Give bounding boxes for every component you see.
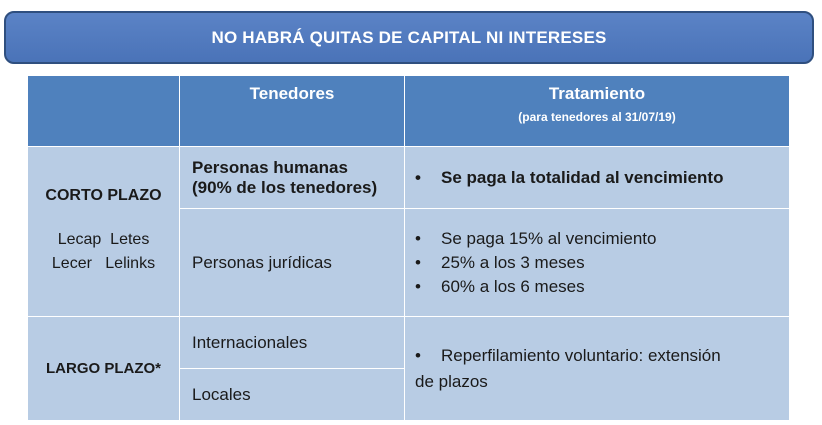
header-tratamiento: [405, 76, 789, 146]
treatment-largo-plazo-line1: Reperfilamiento voluntario: extensión: [441, 345, 721, 365]
corto-plazo-instruments-line1: Lecap Letes: [57, 230, 150, 248]
tenedor-locales-label: Locales: [192, 384, 251, 404]
header-tenedores-label: Tenedores: [249, 84, 335, 103]
tenedor-personas-humanas-line2: (90% de los tenedores): [192, 177, 378, 197]
tenedor-internacionales: [180, 317, 404, 368]
corto-plazo-instruments-line2: Lecer Lelinks: [51, 254, 156, 272]
treatment-personas-juridicas-list: [415, 227, 656, 299]
header-empty-cell: [28, 76, 179, 146]
header-tenedores: [180, 76, 404, 146]
treatment-largo-plazo-text: [415, 343, 721, 395]
treatment-personas-juridicas: [405, 209, 789, 316]
treatment-largo-plazo-line2: de plazos: [415, 371, 488, 391]
debt-treatment-table: [28, 76, 787, 416]
treatment-bullet: • Se paga 15% al vencimiento: [415, 227, 656, 251]
tenedor-personas-juridicas-label: Personas jurídicas: [192, 252, 332, 272]
largo-plazo-label: LARGO PLAZO*: [46, 360, 161, 377]
treatment-personas-humanas: [405, 147, 789, 208]
treatment-personas-humanas-list: [415, 166, 723, 190]
tenedor-personas-humanas-line1: Personas humanas: [192, 157, 348, 177]
title-banner: [4, 11, 814, 64]
banner-title: NO HABRÁ QUITAS DE CAPITAL NI INTERESES: [211, 27, 607, 47]
bullet-dot: •: [415, 345, 421, 365]
treatment-bullet: • 60% a los 6 meses: [415, 275, 656, 299]
treatment-bullet: • 25% a los 3 meses: [415, 251, 656, 275]
tenedor-internacionales-label: Internacionales: [192, 332, 308, 352]
header-tratamiento-subtitle: (para tenedores al 31/07/19): [518, 110, 676, 124]
header-tratamiento-label: Tratamiento: [548, 84, 646, 103]
corto-plazo-label: CORTO PLAZO: [45, 186, 162, 204]
largo-plazo-cell: [28, 317, 179, 420]
tenedor-personas-juridicas: [180, 209, 404, 316]
tenedor-locales: [180, 369, 404, 420]
treatment-bullet: • Se paga la totalidad al vencimiento: [415, 166, 723, 190]
tenedor-personas-humanas: [180, 147, 404, 208]
corto-plazo-cell: [28, 147, 179, 316]
treatment-largo-plazo: [405, 317, 789, 420]
